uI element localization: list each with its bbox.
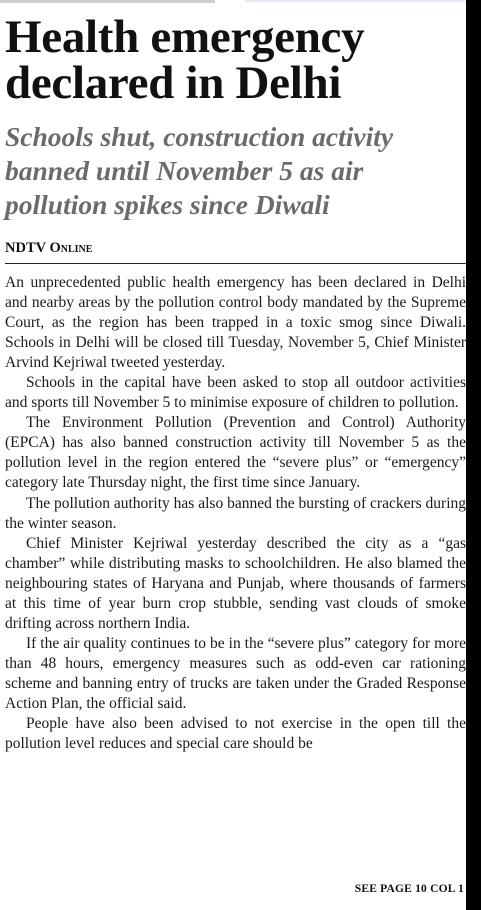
article-body: [5, 273, 466, 754]
body-paragraph: Chief Minister Kejriwal yesterday described the city as a “gas chamber” while distributing masks to schoolchildren. He also blamed the neighbouring states of Haryana and Punjab, where thousands of farmers at this time of year burn crop stubble, sending vast clouds of smoke drifting across northern India.: [5, 534, 466, 632]
body-paragraph: An unprecedented public health emergency has been declared in Delhi and nearby areas by the pollution control body mandated by the Supreme Court, as the region has been trapped in a toxic smog since Diwali. Schools in Delhi will be closed till Tuesday, November 5, Chief Minister Arvind Kejriwal tweeted yesterday.: [5, 274, 466, 372]
body-paragraph: The pollution authority has also banned the bursting of crackers during the winter season.: [5, 494, 466, 532]
body-paragraph: If the air quality continues to be in the “severe plus” category for more than 48 hours, emergency measures such as odd-even car rationing scheme and banning entry of trucks are taken under the Graded Response Action Plan, the official said.: [5, 634, 466, 712]
top-edge-strip-right: [245, 0, 465, 2]
body-paragraph: The Environment Pollution (Prevention and Control) Authority (EPCA) has also banned construction activity till November 5 as the pollution level in the region entered the “severe plus” or “emergency” category late Thursday night, the first time since January.: [5, 414, 466, 492]
continuation-note: SEE PAGE 10 COL 1: [354, 883, 464, 895]
article: [5, 11, 466, 754]
byline: NDTV Online: [5, 240, 466, 264]
subheadline: Schools shut, construction activity banned until November 5 as air pollution spikes since Diwali: [5, 121, 394, 220]
body-paragraph: People have also been advised to not exercise in the open till the pollution level reduces and special care should be: [5, 715, 466, 753]
body-paragraph: Schools in the capital have been asked to stop all outdoor activities and sports till November 5 to minimise exposure of children to pollution.: [5, 374, 466, 412]
headline: Health emergency declared in Delhi: [5, 11, 365, 109]
top-edge-strip: [0, 0, 215, 3]
page-edge-border: [466, 0, 481, 910]
